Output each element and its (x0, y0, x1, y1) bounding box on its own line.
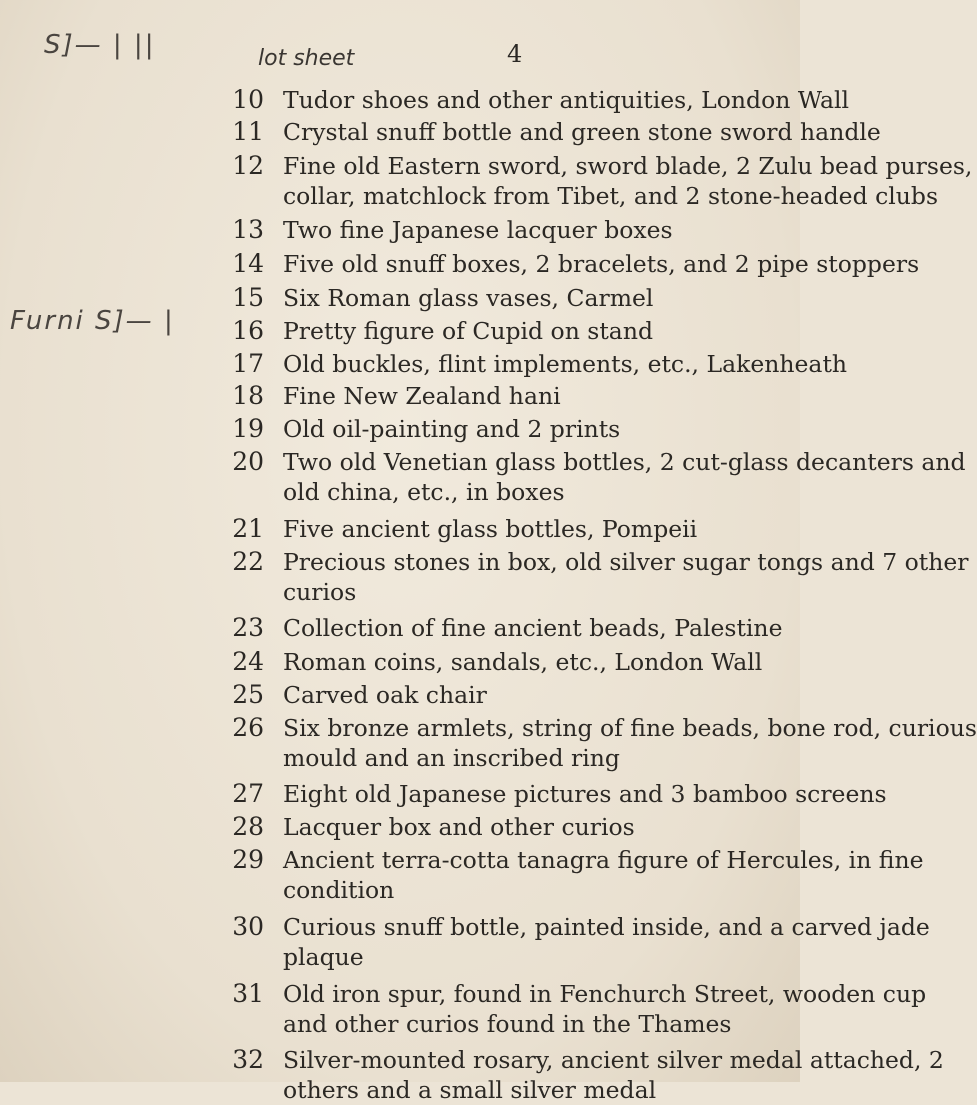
lot-number: 16 (232, 315, 264, 345)
lot-description (283, 845, 924, 905)
lot-number: 21 (232, 513, 264, 543)
lot-number: 30 (232, 911, 264, 941)
lot-description-line: Old buckles, flint implements, etc., Lakenheath (283, 349, 848, 378)
lot-description-line: Eight old Japanese pictures and 3 bamboo screens (283, 780, 887, 809)
lot-description-line: Two fine Japanese lacquer boxes (283, 216, 673, 245)
lot-description (283, 249, 920, 279)
lot-description-line: Ancient terra-cotta tanagra figure of Hercules, in fine (283, 846, 924, 875)
lot-number: 28 (232, 812, 264, 842)
lot-description-line: Fine old Eastern sword, sword blade, 2 Zulu bead purses, (283, 151, 973, 180)
lot-description (283, 713, 977, 773)
lot-description-line: Precious stones in box, old silver sugar tongs and 7 other (283, 548, 969, 577)
lot-number: 11 (232, 116, 264, 146)
lot-number: 23 (232, 613, 264, 643)
lot-number: 25 (232, 679, 264, 709)
lot-description-line: curios (283, 578, 357, 607)
lot-number: 17 (232, 348, 264, 378)
lot-description-line: Roman coins, sandals, etc., London Wall (283, 647, 763, 676)
lot-description-line: plaque (283, 942, 364, 971)
lot-description-line: Old oil-painting and 2 prints (283, 414, 621, 443)
lot-description (283, 381, 723, 411)
lot-number: 14 (232, 248, 264, 278)
lot-description (283, 779, 887, 809)
lot-number: 13 (232, 215, 264, 245)
lot-description-line: old china, etc., in boxes (283, 477, 565, 506)
lot-description-line: condition (283, 876, 395, 905)
lot-description-line: Five old snuff boxes, 2 bracelets, and 2 pipe stoppers (283, 249, 920, 278)
lot-number: 24 (232, 646, 264, 676)
lot-description (283, 680, 723, 710)
lot-number: 31 (232, 978, 264, 1008)
lot-description-line: Old iron spur, found in Fenchurch Street, wooden cup (283, 979, 927, 1008)
lot-description-line: and other curios found in the Thames (283, 1009, 732, 1038)
lot-description-line: mould and an inscribed ring (283, 743, 620, 772)
lot-description-line: Silver-mounted rosary, ancient silver medal attached, 2 (283, 1046, 944, 1075)
lot-number: 22 (232, 547, 264, 577)
lot-description-line: Crystal snuff bottle and green stone sword handle (283, 117, 881, 146)
lot-number: 26 (232, 712, 264, 742)
lot-description (283, 447, 966, 507)
lot-number: 15 (232, 282, 264, 312)
lot-number: 27 (232, 779, 264, 809)
lot-description-line: collar, matchlock from Tibet, and 2 stone-headed clubs (283, 181, 939, 210)
lot-number: 10 (232, 84, 264, 114)
lot-number: 12 (232, 150, 264, 180)
lot-number: 19 (232, 413, 264, 443)
lot-number: 29 (232, 845, 264, 875)
lot-description-line: Six Roman glass vases, Carmel (283, 283, 654, 312)
lot-description-line: Collection of fine ancient beads, Palestine (283, 614, 783, 643)
lot-description (283, 215, 723, 245)
lot-description-line: Carved oak chair (283, 680, 487, 709)
lot-description (283, 151, 973, 211)
margin-annotation-top: S]— | || (44, 30, 156, 60)
lot-description-line: others and a small silver medal (283, 1076, 657, 1105)
lot-description (283, 613, 783, 643)
lot-description-line: Lacquer box and other curios (283, 813, 635, 842)
lot-description (283, 912, 930, 972)
lot-description (283, 1045, 944, 1105)
lot-description (283, 283, 723, 313)
lot-description (283, 647, 763, 677)
lot-number: 20 (232, 446, 264, 476)
lot-description-line: Pretty figure of Cupid on stand (283, 316, 653, 345)
lot-description (283, 349, 848, 379)
margin-annotation-middle: Furni S]— | (10, 306, 175, 336)
lot-description (283, 547, 969, 607)
lot-number: 18 (232, 381, 264, 411)
lot-description (283, 117, 881, 147)
lot-number: 32 (232, 1045, 264, 1075)
lot-description (283, 414, 723, 444)
lot-description-line: Curious snuff bottle, painted inside, and a carved jade (283, 912, 930, 941)
lot-description-line: Two old Venetian glass bottles, 2 cut-glass decanters and (283, 447, 966, 476)
lot-description-line: Five ancient glass bottles, Pompeii (283, 514, 698, 543)
lot-description-line: Six bronze armlets, string of fine beads, bone rod, curious (283, 713, 977, 742)
page-number: 4 (507, 40, 523, 68)
lot-description-line: Fine New Zealand hani (283, 382, 561, 411)
lot-description (283, 979, 927, 1039)
lot-description-line: Tudor shoes and other antiquities, London Wall (283, 85, 849, 114)
handwritten-header-note: lot sheet (258, 46, 355, 71)
lot-description (283, 812, 723, 842)
lot-description (283, 316, 723, 346)
lot-description (283, 514, 723, 544)
lot-description (283, 85, 849, 115)
